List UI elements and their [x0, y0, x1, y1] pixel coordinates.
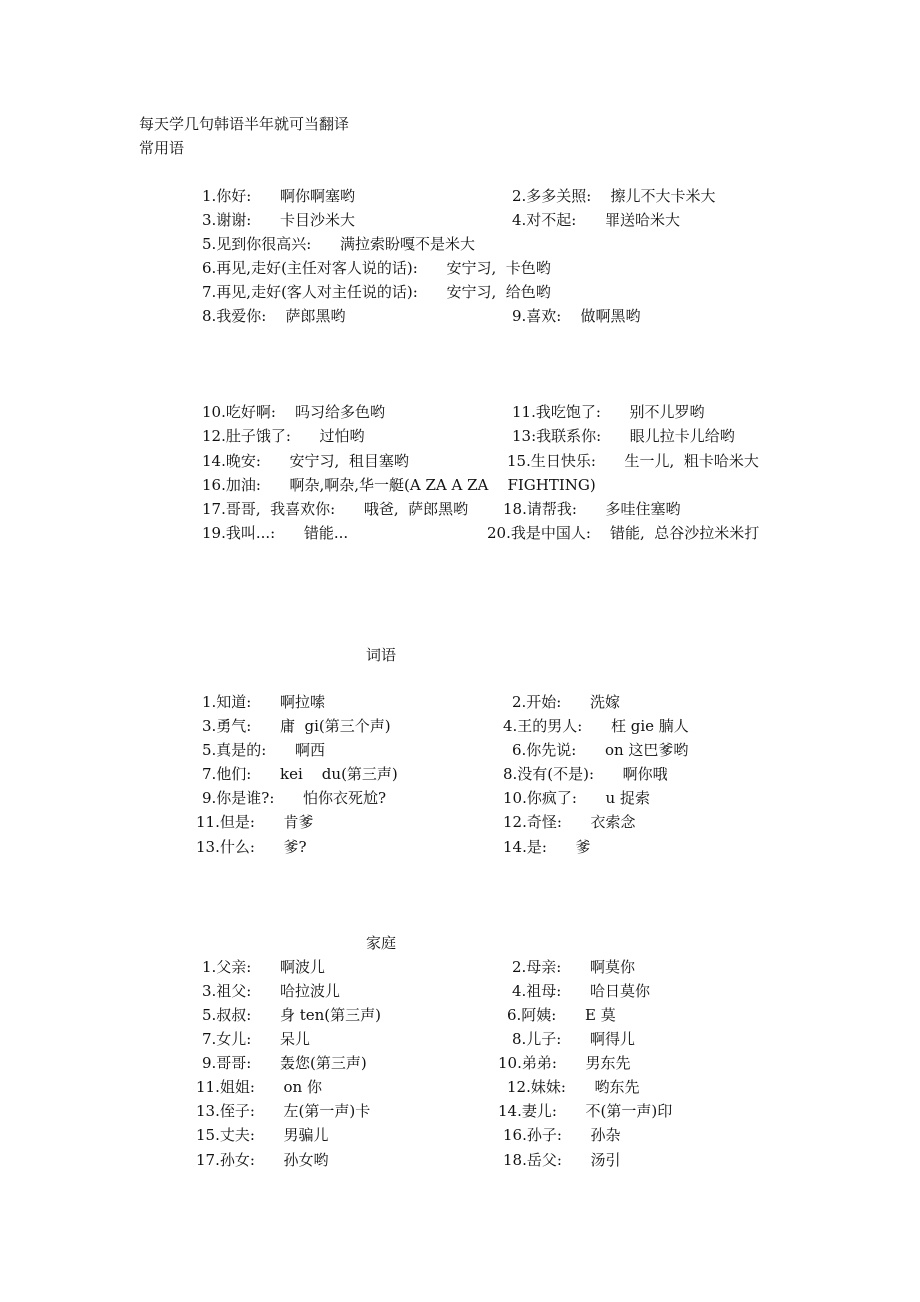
list-item: 10.弟弟: 男东先: [498, 1054, 631, 1072]
list-item: 18.请帮我: 多哇住塞哟: [503, 500, 681, 518]
list-item: 6.你先说: on 这巴爹哟: [512, 741, 689, 759]
list-item: 18.岳父: 汤引: [503, 1151, 621, 1169]
list-item: 16.孙子: 孙杂: [503, 1126, 621, 1144]
list-item: 9.哥哥: 轰您(第三声): [202, 1054, 367, 1072]
list-item: 8.我爱你: 萨郎黑哟: [202, 307, 346, 325]
list-item: 9.你是谁?: 怕你衣死尬?: [202, 789, 387, 807]
list-item: 4.祖母: 哈日莫你: [512, 982, 650, 1000]
list-item: 17.哥哥, 我喜欢你: 哦爸, 萨郎黑哟: [202, 500, 469, 518]
list-item: 5.叔叔: 身 ten(第三声): [202, 1006, 382, 1024]
list-item: 2.多多关照: 擦儿不大卡米大: [512, 187, 716, 205]
list-item: 7.女儿: 呆儿: [202, 1030, 310, 1048]
list-item: 11.姐姐: on 你: [196, 1078, 322, 1096]
list-item: 8.儿子: 啊得儿: [512, 1030, 635, 1048]
list-item: 13.侄子: 左(第一声)卡: [196, 1102, 371, 1120]
list-item: 16.加油: 啊杂,啊杂,华一艇(A ZA A ZA FIGHTING): [202, 476, 596, 494]
list-item: 6.阿姨: E 莫: [507, 1006, 616, 1024]
list-item: 20.我是中国人: 错能, 总谷沙拉米米打: [487, 524, 760, 542]
list-item: 4.王的男人: 枉 gie 腩人: [503, 717, 689, 735]
list-item: 17.孙女: 孙女哟: [196, 1151, 329, 1169]
list-item: 3.勇气: 庸 gi(第三个声): [202, 717, 391, 735]
list-item: 11.我吃饱了: 别不儿罗哟: [512, 403, 705, 421]
list-item: 4.对不起: 罪送哈米大: [512, 211, 680, 229]
list-item: 5.见到你很高兴: 满拉索盼嘎不是米大: [202, 235, 475, 253]
list-item: 2.母亲: 啊莫你: [512, 958, 635, 976]
list-item: 13:我联系你: 眼儿拉卡儿给哟: [512, 427, 735, 445]
list-item: 7.他们: kei du(第三声): [202, 765, 398, 783]
list-item: 3.祖父: 哈拉波儿: [202, 982, 340, 1000]
list-item: 8.没有(不是): 啊你哦: [503, 765, 668, 783]
list-item: 14.晚安: 安宁习, 租目塞哟: [202, 452, 409, 470]
list-item: 10.你疯了: u 捉索: [503, 789, 650, 807]
list-item: 15.生日快乐: 生一儿, 粗卡哈米大: [507, 452, 759, 470]
words-heading: 词语: [366, 646, 397, 664]
list-item: 14.妻儿: 不(第一声)印: [498, 1102, 673, 1120]
list-item: 13.什么: 爹?: [196, 838, 307, 856]
list-item: 2.开始: 洗嫁: [512, 693, 620, 711]
list-item: 15.丈夫: 男骗儿: [196, 1126, 329, 1144]
list-item: 3.谢谢: 卡目沙米大: [202, 211, 355, 229]
list-item: 14.是: 爹: [503, 838, 591, 856]
list-item: 12.奇怪: 衣索念: [503, 813, 636, 831]
section-subtitle: 常用语: [139, 139, 185, 157]
list-item: 9.喜欢: 做啊黑哟: [512, 307, 641, 325]
family-heading: 家庭: [366, 934, 397, 952]
list-item: 1.父亲: 啊波儿: [202, 958, 325, 976]
list-item: 1.你好: 啊你啊塞哟: [202, 187, 355, 205]
list-item: 5.真是的: 啊西: [202, 741, 325, 759]
list-item: 1.知道: 啊拉嗦: [202, 693, 325, 711]
list-item: 7.再见,走好(客人对主任说的话): 安宁习, 给色哟: [202, 283, 551, 301]
list-item: 12.妹妹: 哟东先: [507, 1078, 640, 1096]
list-item: 11.但是: 肯爹: [196, 813, 314, 831]
list-item: 12.肚子饿了: 过怕哟: [202, 427, 365, 445]
document-title: 每天学几句韩语半年就可当翻译: [139, 115, 350, 133]
list-item: 10.吃好啊: 吗习给多色哟: [202, 403, 385, 421]
list-item: 6.再见,走好(主任对客人说的话): 安宁习, 卡色哟: [202, 259, 551, 277]
list-item: 19.我叫...: 错能...: [202, 524, 349, 542]
